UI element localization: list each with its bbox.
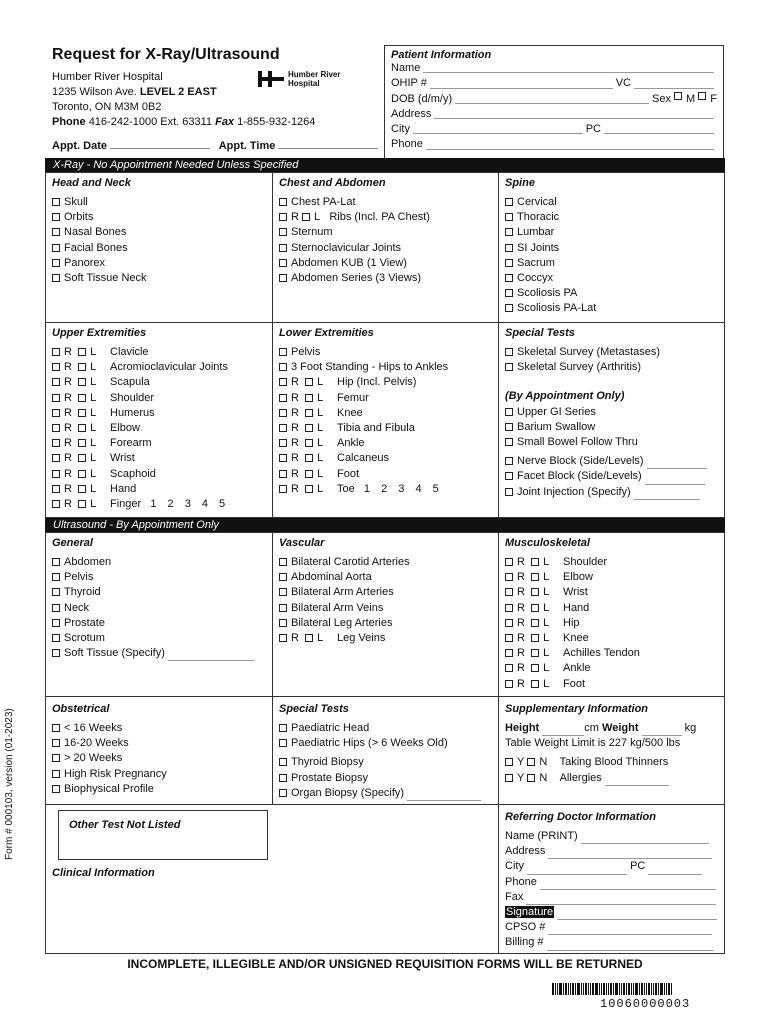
barcode-bar	[565, 983, 567, 995]
barcode-bar	[664, 983, 665, 995]
vascular-section: Vascular Bilateral Carotid Arteries Abdominal Aorta Bilateral Arm Arteries Bilateral Arm Veins Bilateral Leg Arteries R L Leg Veins	[273, 534, 498, 649]
checkbox-item[interactable]: R L Finger 1 2 3 4 5	[52, 497, 266, 512]
checkbox-item[interactable]: Lumbar	[505, 225, 719, 240]
checkbox-item[interactable]: R L Femur	[279, 391, 492, 406]
checkbox-item[interactable]: Bilateral Arm Veins	[279, 601, 492, 616]
footer-warning: INCOMPLETE, ILLEGIBLE AND/OR UNSIGNED REQUISITION FORMS WILL BE RETURNED	[127, 957, 643, 971]
checkbox-item[interactable]: R L Acromioclavicular Joints	[52, 360, 266, 375]
checkbox-item[interactable]: Facet Block (Side/Levels)	[505, 469, 719, 484]
barcode-bar	[590, 983, 591, 995]
appointment-fields: Appt. Date Appt. Time	[52, 140, 384, 152]
checkbox-item[interactable]: Coccyx	[505, 271, 719, 286]
checkbox-item[interactable]: Soft Tissue (Specify)	[52, 646, 266, 661]
checkbox-item[interactable]: Panorex	[52, 256, 266, 271]
barcode-bar	[613, 983, 614, 995]
patient-heading: Patient Information	[391, 49, 492, 61]
weight-limit-note: Table Weight Limit is 227 kg/500 lbs	[505, 737, 681, 750]
checkbox-item[interactable]: R L Foot	[505, 677, 719, 692]
barcode-icon	[552, 983, 710, 995]
checkbox-item[interactable]: Biophysical Profile	[52, 782, 266, 797]
checkbox-item[interactable]: Small Bowel Follow Thru	[505, 435, 719, 450]
checkbox-item[interactable]: Thyroid	[52, 585, 266, 600]
barcode-bar	[570, 983, 571, 995]
checkbox-item[interactable]: R L Clavicle	[52, 345, 266, 360]
checkbox-item[interactable]: Upper GI Series	[505, 405, 719, 420]
barcode-bar	[610, 983, 612, 995]
lower-extremities-section: Lower Extremities Pelvis 3 Foot Standing - Hips to Ankles R L Hip (Incl. Pelvis) R L Femur R L Knee R L Tibia and Fibula R L Ankle R L Calcaneus R L Foot R L Toe 1 2 3 4 5	[273, 324, 498, 500]
barcode-bar	[595, 983, 598, 995]
patient-information: Patient Information Name OHIP # VC DOB (d/m/y) Sex M F Address City PC Phone	[384, 45, 724, 158]
doctor-city-field[interactable]: City PC	[505, 859, 719, 874]
barcode-bar	[555, 983, 556, 995]
checkbox-item[interactable]: Bilateral Leg Arteries	[279, 616, 492, 631]
barcode-bar	[633, 983, 634, 995]
checkbox-item[interactable]: R L Humerus	[52, 406, 266, 421]
checkbox-item[interactable]: R L Wrist	[505, 585, 719, 600]
barcode-bar	[606, 983, 607, 995]
barcode-bar	[581, 983, 582, 995]
barcode-bar	[628, 983, 630, 995]
logo-mark-icon	[258, 71, 284, 87]
height-weight-fields[interactable]: Height cm Weight kg	[505, 721, 719, 736]
doctor-name-field[interactable]: Name (PRINT)	[505, 829, 719, 844]
checkbox-item[interactable]: R L Hip	[505, 616, 719, 631]
checkbox-item[interactable]: Abdomen KUB (1 View)	[279, 256, 492, 271]
barcode-bar	[623, 983, 625, 995]
checkbox-item[interactable]: R L Ankle	[505, 661, 719, 676]
checkbox-item[interactable]: Barium Swallow	[505, 420, 719, 435]
checkbox-item[interactable]: Bilateral Carotid Arteries	[279, 555, 492, 570]
checkbox-item[interactable]: Joint Injection (Specify)	[505, 485, 719, 500]
checkbox-item[interactable]: Y N Allergies	[505, 771, 719, 786]
barcode-bar	[572, 983, 574, 995]
checkbox-item[interactable]: R L Forearm	[52, 436, 266, 451]
cpso-field[interactable]: CPSO #	[505, 920, 719, 935]
checkbox-item[interactable]: Paediatric Hips (> 6 Weeks Old)	[279, 736, 492, 751]
checkbox-item[interactable]: Prostate Biopsy	[279, 771, 492, 786]
barcode-bar	[655, 983, 657, 995]
barcode-bar	[601, 983, 602, 995]
barcode-bar	[568, 983, 569, 995]
appt-date-field[interactable]	[110, 148, 210, 149]
barcode-bar	[621, 983, 622, 995]
checkbox-item[interactable]: Scoliosis PA	[505, 286, 719, 301]
barcode-bar	[592, 983, 594, 995]
billing-field[interactable]: Billing #	[505, 935, 719, 950]
checkbox-item[interactable]: < 16 Weeks	[52, 721, 266, 736]
checkbox-item[interactable]: Nasal Bones	[52, 225, 266, 240]
barcode-bar	[651, 983, 652, 995]
clinical-information-label: Clinical Information	[52, 867, 155, 879]
spine-section: Spine Cervical Thoracic Lumbar SI Joints Sacrum Coccyx Scoliosis PA Scoliosis PA-Lat	[499, 174, 725, 320]
barcode-bar	[577, 983, 580, 995]
general-section: General Abdomen Pelvis Thyroid Neck Prostate Scrotum Soft Tissue (Specify)	[46, 534, 272, 664]
barcode-bar	[583, 983, 584, 995]
checkbox-item[interactable]: Sternoclavicular Joints	[279, 241, 492, 256]
checkbox-item[interactable]: Pelvis	[279, 345, 492, 360]
checkbox-item[interactable]: R L Wrist	[52, 451, 266, 466]
checkbox-item[interactable]: R L Knee	[279, 406, 492, 421]
checkbox-item[interactable]: Abdomen	[52, 555, 266, 570]
checkbox-item[interactable]: R L Knee	[505, 631, 719, 646]
xray-section-bar: X-Ray - No Appointment Needed Unless Specified	[45, 158, 725, 172]
address-field[interactable]	[434, 107, 714, 119]
barcode-bar	[635, 983, 638, 995]
referring-doctor-section: Referring Doctor Information Name (PRINT) Address City PC Phone Fax Signature CPSO # Billing #	[499, 808, 725, 954]
barcode-bar	[631, 983, 632, 995]
checkbox-item[interactable]: Nerve Block (Side/Levels)	[505, 454, 719, 469]
checkbox-item[interactable]: Neck	[52, 601, 266, 616]
page-title: Request for X-Ray/Ultrasound	[52, 46, 280, 63]
barcode-number: 10060000003	[600, 997, 691, 1011]
barcode-bar	[626, 983, 627, 995]
checkbox-item[interactable]: Scoliosis PA-Lat	[505, 301, 719, 316]
sex-f-checkbox[interactable]	[698, 92, 706, 100]
checkbox-item[interactable]: Skull	[52, 195, 266, 210]
checkbox-item[interactable]: Paediatric Head	[279, 721, 492, 736]
checkbox-item[interactable]: Soft Tissue Neck	[52, 271, 266, 286]
checkbox-item[interactable]: R L Scapula	[52, 375, 266, 390]
pc-field[interactable]	[604, 122, 714, 134]
checkbox-item[interactable]: Abdomen Series (3 Views)	[279, 271, 492, 286]
barcode-bar	[559, 983, 562, 995]
checkbox-item[interactable]: R L Hand	[52, 482, 266, 497]
barcode-bar	[653, 983, 654, 995]
barcode-bar	[599, 983, 600, 995]
barcode-bar	[668, 983, 670, 995]
checkbox-item[interactable]: Bilateral Arm Arteries	[279, 585, 492, 600]
checkbox-item[interactable]: R L Shoulder	[52, 391, 266, 406]
barcode-bar	[563, 983, 564, 995]
checkbox-item[interactable]: R L Elbow	[505, 570, 719, 585]
checkbox-item[interactable]: Thyroid Biopsy	[279, 755, 492, 770]
barcode-bar	[585, 983, 587, 995]
doctor-fax-field[interactable]: Fax	[505, 890, 719, 905]
checkbox-item[interactable]: R L Calcaneus	[279, 451, 492, 466]
checkbox-item[interactable]: R L Ankle	[279, 436, 492, 451]
checkbox-item[interactable]: Y N Taking Blood Thinners	[505, 755, 719, 770]
hospital-city: Toronto, ON M3M 0B2	[52, 101, 162, 113]
checkbox-item[interactable]: Orbits	[52, 210, 266, 225]
checkbox-item[interactable]: Thoracic	[505, 210, 719, 225]
vc-field[interactable]	[634, 76, 714, 88]
doctor-address-field[interactable]: Address	[505, 844, 719, 859]
ohip-field[interactable]	[430, 76, 613, 88]
doctor-signature-field[interactable]: Signature	[505, 905, 719, 920]
barcode-bar	[648, 983, 650, 995]
barcode-bar	[619, 983, 620, 995]
checkbox-item[interactable]: R L Hip (Incl. Pelvis)	[279, 375, 492, 390]
barcode-bar	[552, 983, 554, 995]
checkbox-item[interactable]: Prostate	[52, 616, 266, 631]
checkbox-item[interactable]: R L Achilles Tendon	[505, 646, 719, 661]
obstetrical-section: Obstetrical < 16 Weeks 16-20 Weeks > 20 Weeks High Risk Pregnancy Biophysical Profile	[46, 700, 272, 800]
checkbox-item[interactable]: R L Foot	[279, 467, 492, 482]
barcode-bar	[646, 983, 647, 995]
hospital-contact: Phone 416-242-1000 Ext. 63311 Fax 1-855-932-1264	[52, 116, 316, 128]
barcode-bar	[588, 983, 589, 995]
checkbox-item[interactable]: R L Hand	[505, 601, 719, 616]
supplementary-section: Supplementary Information Height cm Weight kg Table Weight Limit is 227 kg/500 lbs Y N Taking Blood Thinners Y N Allergies	[499, 700, 725, 789]
barcode-bar	[666, 983, 667, 995]
checkbox-item[interactable]: Sternum	[279, 225, 492, 240]
musculoskeletal-section: Musculoskeletal R L Shoulder R L Elbow R L Wrist R L Hand R L Hip R L Knee R L Achilles Tendon R L Ankle R L Foot	[499, 534, 725, 695]
checkbox-item[interactable]: High Risk Pregnancy	[52, 767, 266, 782]
head-neck-section: Head and Neck Skull Orbits Nasal Bones Facial Bones Panorex Soft Tissue Neck	[46, 174, 272, 289]
checkbox-item[interactable]: R L Leg Veins	[279, 631, 492, 646]
checkbox-item[interactable]: R L Tibia and Fibula	[279, 421, 492, 436]
checkbox-item[interactable]: Pelvis	[52, 570, 266, 585]
patient-name-field[interactable]	[423, 61, 714, 73]
doctor-phone-field[interactable]: Phone	[505, 875, 719, 890]
barcode-bar	[641, 983, 643, 995]
checkbox-item[interactable]: R L Ribs (Incl. PA Chest)	[279, 210, 492, 225]
upper-extremities-section: Upper Extremities R L Clavicle R L Acromioclavicular Joints R L Scapula R L Shoulder R L Humerus R L Elbow R L Forearm R L Wrist R L Scaphoid R L Hand R L Finger 1 2 3 4 5	[46, 324, 272, 515]
checkbox-item[interactable]: Facial Bones	[52, 241, 266, 256]
barcode-bar	[644, 983, 645, 995]
checkbox-item[interactable]: 16-20 Weeks	[52, 736, 266, 751]
barcode-bar	[603, 983, 605, 995]
checkbox-item[interactable]: Cervical	[505, 195, 719, 210]
checkbox-item[interactable]: R L Shoulder	[505, 555, 719, 570]
barcode-bar	[660, 983, 663, 995]
city-field[interactable]	[413, 122, 583, 134]
checkbox-item[interactable]: Skeletal Survey (Metastases)	[505, 345, 719, 360]
checkbox-item[interactable]: Abdominal Aorta	[279, 570, 492, 585]
hospital-name: Humber River Hospital	[52, 71, 163, 83]
barcode-bar	[608, 983, 609, 995]
checkbox-item[interactable]: Scrotum	[52, 631, 266, 646]
dob-field[interactable]	[455, 92, 649, 104]
checkbox-item[interactable]: SI Joints	[505, 241, 719, 256]
checkbox-item[interactable]: R L Elbow	[52, 421, 266, 436]
hospital-address: 1235 Wilson Ave. LEVEL 2 EAST	[52, 86, 217, 98]
other-test-box[interactable]: Other Test Not Listed	[58, 810, 268, 860]
barcode-bar	[671, 983, 672, 995]
barcode-bar	[639, 983, 640, 995]
barcode-bar	[658, 983, 659, 995]
checkbox-item[interactable]: Chest PA-Lat	[279, 195, 492, 210]
checkbox-item[interactable]: Organ Biopsy (Specify)	[279, 786, 492, 801]
checkbox-item[interactable]: Skeletal Survey (Arthritis)	[505, 360, 719, 375]
ultrasound-section-bar: Ultrasound - By Appointment Only	[45, 518, 725, 532]
appt-time-field[interactable]	[278, 148, 378, 149]
chest-abdomen-section: Chest and Abdomen Chest PA-Lat R L Ribs (Incl. PA Chest) Sternum Sternoclavicular Joints Abdomen KUB (1 View) Abdomen Series (3 Views)	[273, 174, 498, 289]
checkbox-item[interactable]: > 20 Weeks	[52, 751, 266, 766]
appointment-only-label: (By Appointment Only)	[505, 390, 625, 403]
form-version-label: Form # 000103, version (01-2023)	[4, 708, 15, 860]
barcode-bar	[557, 983, 558, 995]
hospital-logo: Humber River Hospital	[258, 70, 340, 88]
special-tests-section: Special Tests Skeletal Survey (Metastases) Skeletal Survey (Arthritis) (By Appointment Only) Upper GI Series Barium Swallow Small Bowel Follow Thru Nerve Block (Side/Levels) Facet Block (Side/Levels) Joint Injection (Specify)	[499, 324, 725, 503]
hospital-header	[52, 46, 382, 130]
phone-field[interactable]	[426, 137, 714, 149]
checkbox-item[interactable]: 3 Foot Standing - Hips to Ankles	[279, 360, 492, 375]
barcode-bar	[615, 983, 618, 995]
sex-m-checkbox[interactable]	[674, 92, 682, 100]
barcode-bar	[575, 983, 576, 995]
checkbox-item[interactable]: R L Scaphoid	[52, 467, 266, 482]
checkbox-item[interactable]: Sacrum	[505, 256, 719, 271]
special-tests-us-section: Special Tests Paediatric Head Paediatric Hips (> 6 Weeks Old) Thyroid Biopsy Prostate Biopsy Organ Biopsy (Specify)	[273, 700, 498, 804]
checkbox-item[interactable]: R L Toe 1 2 3 4 5	[279, 482, 492, 497]
